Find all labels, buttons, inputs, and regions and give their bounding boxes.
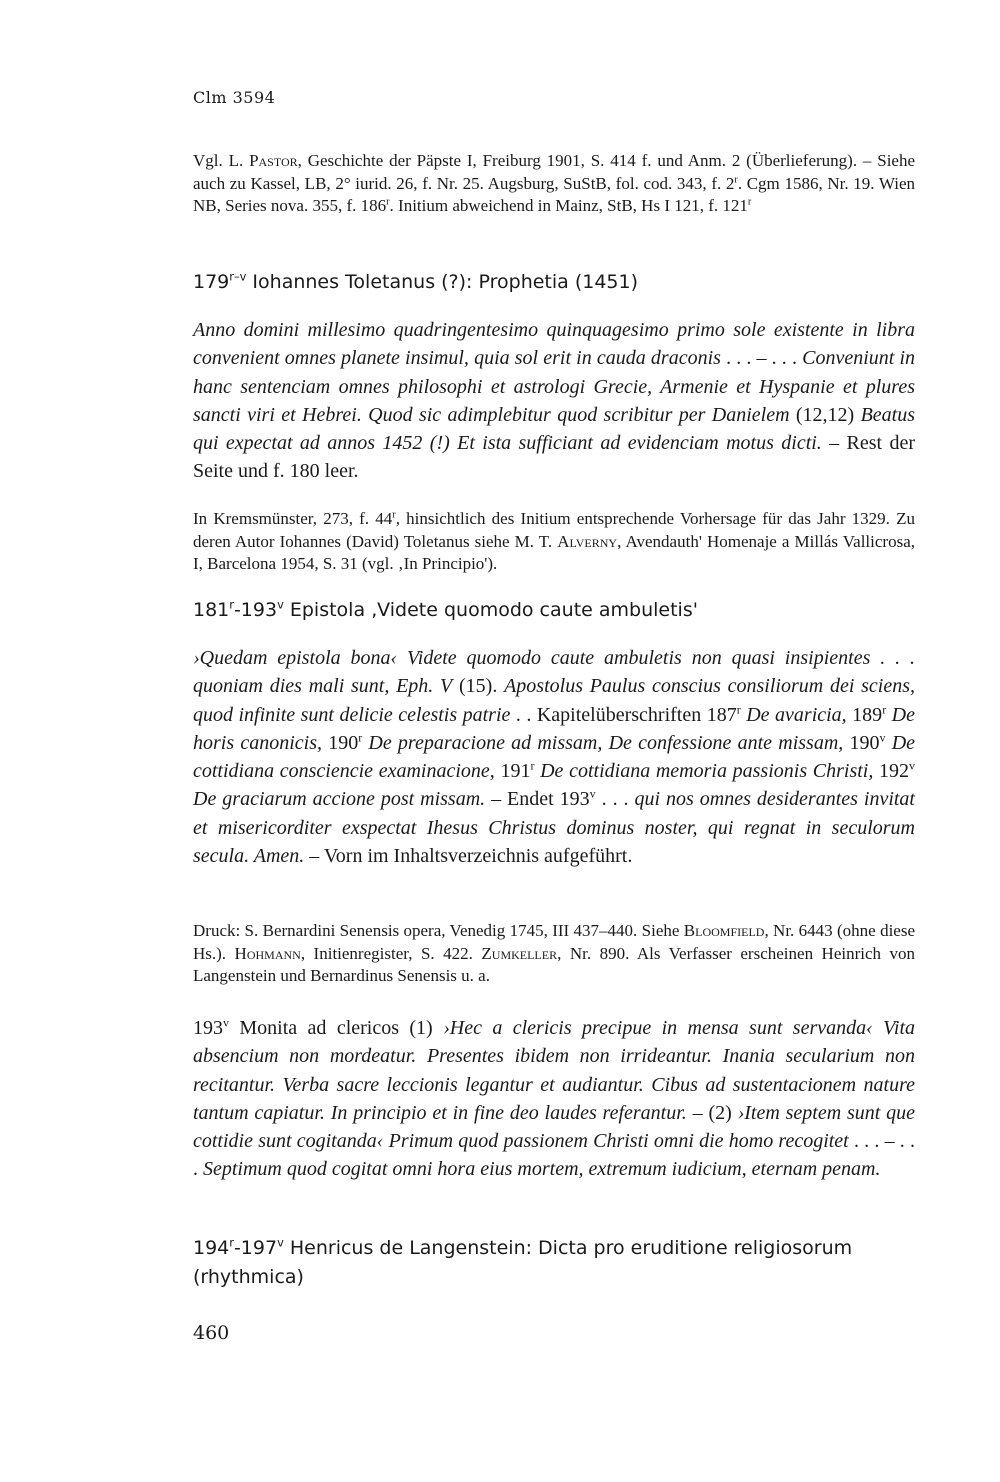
note-text: Druck: S. Bernardini Senensis opera, Venedig 1745, III 437–440. Siehe [193,921,684,940]
folio-number: -197 [233,1237,278,1259]
latin-text: qui nos omnes desiderantes invitat et misericorditer exspectat Ihesus Christus dominus noster, qui regnat in seculorum secula. Amen. [193,788,915,868]
folio-side: r [734,173,738,185]
entry-text [193,316,915,486]
running-head: Clm 3594 [193,88,276,107]
bibliographic-note [193,508,915,576]
folio-side: r–v [229,269,247,284]
entry-text-plain: – Endet 193 [485,788,590,811]
folio-number: 179 [193,271,230,293]
folio-number: -193 [233,599,278,621]
latin-text: Anno domini millesimo quadringentesimo quinquagesimo primo sole existente in libra convenient omnes planete insimul, quia sol erit in cauda draconis [193,319,915,370]
entry-text [193,644,915,870]
folio-side: v [879,730,886,745]
note-text: , Avendauth' Homenaje a Millás Vallicrosa, I, Barcelona 1954, S. 31 (vgl. ‚In Principio'). [193,531,915,573]
latin-text: De cottidiana consciencie examinacione, [193,731,916,783]
latin-text: De horis canonicis, [193,703,915,754]
folio-side: r [736,701,741,716]
latin-text: Beatus qui expectat ad annos 1452 (!) Et ista sufficiant ad evidenciam motus dicti. [193,403,915,455]
bibliographic-note [193,920,915,988]
author-name: Pastor [249,151,298,170]
author-name: Hohmann [234,943,301,963]
note-text: , Nr. 890. Als Verfasser erscheinen Heinrich von Langenstein und Bernardinus Senensis u. a. [193,943,916,985]
note-text: , Initienregister, S. 422. [300,943,482,963]
note-text: . Cgm 1586, Nr. 19. Wien NB, Series nova. 355, f. 186 [193,173,915,215]
page-number: 460 [193,1322,230,1344]
folio-side: r [882,701,887,716]
author-name: Zumkeller [481,943,558,963]
author-name: Alverny [557,531,618,551]
latin-text: De cottidiana memoria passionis Christi, [534,760,874,783]
folio-number: 181 [193,599,230,621]
note-text: , Geschichte der Päpste I, Freiburg 1901, S. 414 f. und Anm. 2 (Überlieferung). – Siehe auch zu Kassel, LB, 2° iurid. 26, f. Nr. 25. Augsburg, SuStB, fol. cod. 343, f. 2 [193,151,916,193]
entry-text-plain: (12,12) [789,403,861,426]
entry-heading [193,268,915,297]
folio-number: 194 [193,1237,230,1259]
latin-text: Apostolus Paulus conscius consiliorum dei sciens, quod infinite sunt delicie celestis patrie [193,675,915,726]
folio-side: r [229,1235,234,1250]
entry-text-plain: Monita ad clericos (1) [229,1017,444,1039]
entry-text-plain: – Vorn im Inhaltsverzeichnis aufgeführt. [304,845,633,868]
folio-side: r [229,597,234,612]
folio-side: v [277,1235,284,1250]
note-text: Vgl. L. [193,151,250,170]
latin-text: Conveniunt in hanc sentenciam omnes philosophi et astrologi Grecie, Armenie et Hyspanie et plures sancti viri et Hebrei. Quod sic adimplebitur quod scribitur per Danielem [193,347,916,426]
folio-side: v [277,597,284,612]
entry-text-plain: . . . – . . . [193,1130,916,1181]
folio-side: r [747,196,752,208]
entry-text-plain: 189 [846,703,883,726]
entry-text-plain: – Rest der Seite und f. 180 leer. [193,432,915,483]
entry-text [193,1014,915,1184]
folio-side: v [909,758,916,773]
entry-text-plain: 191 [494,760,531,783]
latin-text: ›Item septem sunt que cottidie sunt cogitanda‹ Primum quod passionem Christi omni die homo recogitet [193,1101,916,1153]
note-text: In Kremsmünster, 273, f. 44 [193,509,393,528]
latin-text: ›Hec a clericis precipue in mensa sunt servanda‹ Vita absencium non mordeatur. Presentes ibidem non irrideantur. Inania secularium non recitantur. Verba sacre leccionis legantur et audiantur. Cibus ad sustentacionem nature tantum capiatur. In principio et in fine deo laudes referantur. [193,1017,915,1124]
entry-title: Henricus de Langenstein: Dicta pro eruditione religiosorum (rhythmica) [193,1237,853,1288]
latin-text: De graciarum accione post missam. [193,788,486,811]
entry-text-plain: . . Kapitelüberschriften 187 [510,703,737,726]
bibliographic-note [193,150,915,218]
latin-text: ›Quedam epistola bona‹ Videte quomodo caute ambuletis non quasi insipientes . . . quoniam dies mali sunt, Eph. V [193,647,915,698]
entry-text-plain: – (2) [686,1101,738,1124]
latin-text: De preparacione ad missam, De confessione ante missam, [362,731,844,754]
note-text: , Nr. 6443 (ohne diese Hs.). [193,921,915,963]
entry-text-plain: . . . [595,788,635,811]
folio-side: v [589,786,596,801]
entry-text-plain: 192 [873,760,910,783]
entry-text-plain: (15). [452,675,505,698]
folio-number: 193 [193,1017,223,1039]
latin-text: Septimum quod cogitat omni hora eius mortem, extremum iudicium, eternam penam. [203,1158,881,1181]
folio-side: v [223,1015,229,1030]
entry-text-plain: 190 [321,731,359,754]
author-name: Bloomfield [683,921,765,940]
note-text: , hinsichtlich des Initium entsprechende Vorhersage für das Jahr 1329. Zu deren Autor Iohannes (David) Toletanus siehe M. T. [193,509,916,551]
note-text: . Initium abweichend in Mainz, StB, Hs I 121, f. 121 [389,196,748,215]
entry-heading [193,1234,915,1292]
latin-text: De avaricia, [740,703,847,726]
folio-side: r [392,509,396,521]
entry-title: Iohannes Toletanus (?): Prophetia (1451) [246,271,639,293]
folio-side: r [386,196,390,208]
entry-title: Epistola ‚Videte quomodo caute ambuletis' [283,599,698,621]
folio-side: r [358,730,363,745]
folio-side: r [530,758,535,773]
entry-text-plain: 190 [843,731,880,754]
entry-heading [193,596,915,625]
entry-text-plain: . . . – . . . [720,347,803,370]
